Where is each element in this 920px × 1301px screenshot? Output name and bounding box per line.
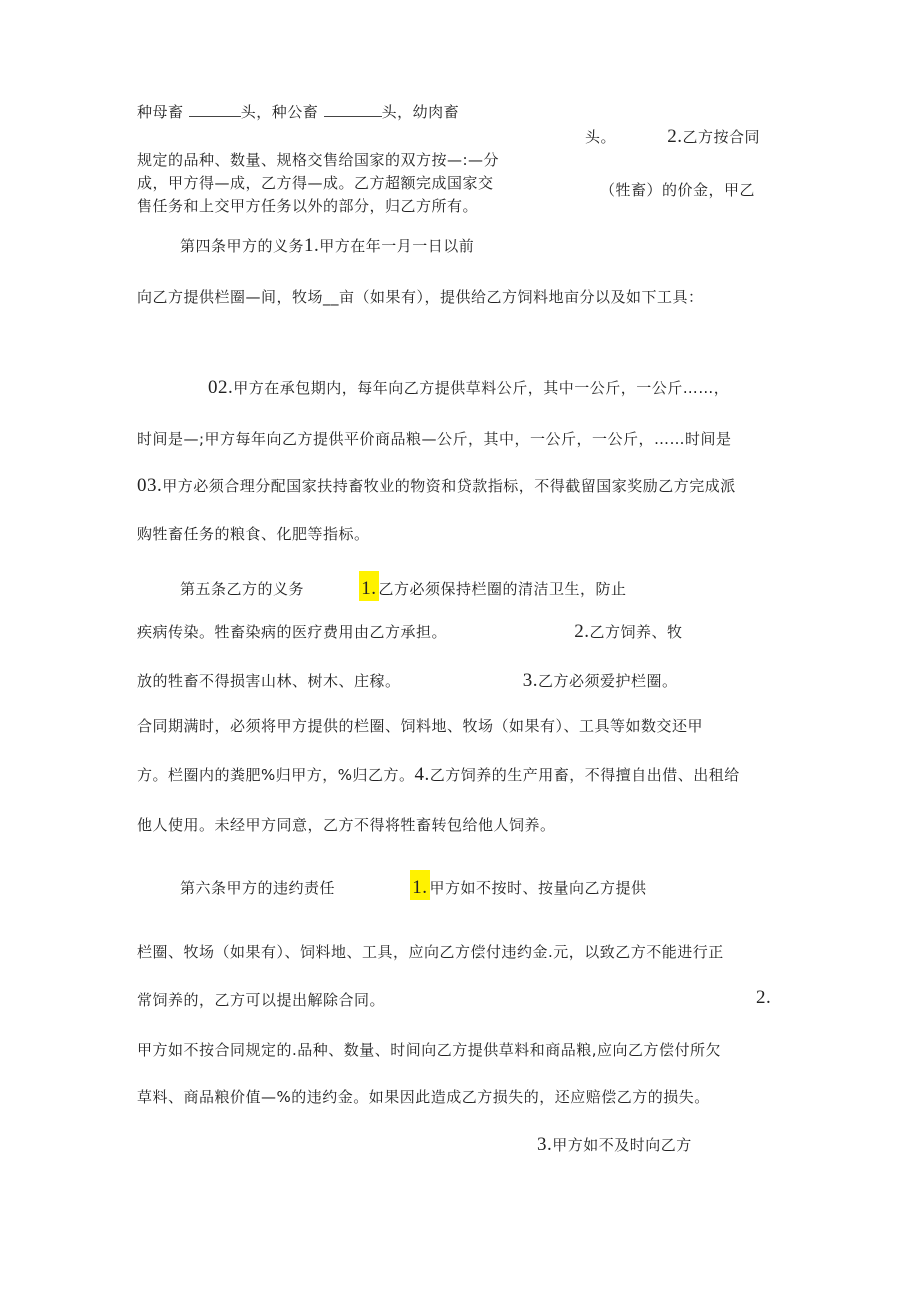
paragraph-line: 成，甲方得—成，乙方得—成。乙方超额完成国家交	[137, 174, 494, 192]
item-number: 03.	[137, 475, 163, 496]
blank-field	[189, 102, 241, 117]
right-col-line-2: （牲畜）的价金，甲乙	[600, 181, 756, 199]
item-number: 4.	[414, 764, 430, 785]
article-6-heading	[180, 870, 647, 900]
paragraph-line: 合同期满时，必须将甲方提供的栏圈、饲料地、牧场（如果有）、工具等如数交还甲	[137, 717, 704, 735]
blank-field	[324, 102, 382, 117]
paragraph-line	[137, 622, 683, 642]
text: 方。栏圈内的粪肥%归甲方，%归乙方。	[137, 766, 415, 784]
text: 放的牲畜不得损害山林、树木、庄稼。	[137, 672, 401, 690]
item-number: 3.	[522, 670, 539, 691]
text: 乙方必须爱护栏圈。	[538, 672, 678, 690]
paragraph-line: 规定的品种、数量、规格交售给国家的双方按—:—分	[137, 151, 500, 169]
paragraph-line	[208, 378, 729, 398]
item-number: 1.	[304, 235, 320, 256]
text: 甲方在承包期内，每年向乙方提供草料公斤，其中一公斤，一公斤……，	[233, 379, 730, 397]
text: 乙方饲养、牧	[589, 623, 683, 641]
text: 甲方如不及时向乙方	[552, 1136, 692, 1154]
text: 乙方饲养的生产用畜，不得擅自出借、出租给	[429, 766, 740, 784]
text: 头，幼肉畜	[381, 103, 460, 121]
paragraph-line: 向乙方提供栏圈—间，牧场__亩（如果有），提供给乙方饲料地亩分以及如下工具：	[137, 288, 704, 306]
highlighted-item-number: 1.	[359, 571, 378, 601]
paragraph-line: 常饲养的，乙方可以提出解除合同。	[137, 991, 386, 1009]
paragraph-line: 购牲畜任务的粮食、化肥等指标。	[137, 525, 370, 543]
article-4-heading	[180, 236, 474, 256]
article-title: 第四条甲方的义务	[180, 237, 305, 255]
paragraph-line	[137, 765, 740, 785]
text: 头，种公畜	[240, 103, 319, 121]
highlighted-item-number: 1.	[410, 870, 429, 900]
text: 甲方如不按时、按量向乙方提供	[429, 879, 647, 897]
item-number: 3.	[537, 1134, 553, 1155]
text: 甲方必须合理分配国家扶持畜牧业的物资和贷款指标，不得截留国家奖励乙方完成派	[162, 477, 736, 495]
paragraph-line: 草料、商品粮价值—%的违约金。如果因此造成乙方损失的，还应赔偿乙方的损失。	[137, 1088, 710, 1106]
paragraph-line	[537, 1135, 692, 1155]
text: 种母畜	[137, 103, 184, 121]
text: 乙方必须保持栏圈的清洁卫生，防止	[378, 580, 627, 598]
paragraph-line	[137, 476, 736, 496]
paragraph-line: 栏圈、牧场（如果有）、饲料地、工具，应向乙方偿付违约金.元，以致乙方不能进行正	[137, 943, 724, 961]
text: 甲方在年一月一日以前	[319, 237, 475, 255]
text: 乙方按合同	[682, 128, 761, 146]
paragraph-line: 甲方如不按合同规定的.品种、数量、时间向乙方提供草料和商品粮,应向乙方偿付所欠	[137, 1041, 722, 1059]
paragraph-line: 时间是—;甲方每年向乙方提供平价商品粮—公斤，其中，一公斤，一公斤，……时间是	[137, 430, 732, 448]
text: 疾病传染。牲畜染病的医疗费用由乙方承担。	[137, 623, 448, 641]
paragraph-line: 他人使用。未经甲方同意，乙方不得将牲畜转包给他人饲养。	[137, 816, 556, 834]
line-breeding-livestock	[137, 102, 459, 122]
article-5-heading	[180, 571, 627, 601]
item-number: 02.	[208, 377, 234, 398]
item-number: 2.	[574, 621, 590, 642]
item-number: 2.	[667, 126, 683, 147]
right-col-line-1	[585, 127, 760, 147]
paragraph-line: 售任务和上交甲方任务以外的部分，归乙方所有。	[137, 197, 479, 215]
item-number: 2.	[756, 987, 772, 1008]
article-title: 第六条甲方的违约责任	[180, 879, 336, 897]
paragraph-line	[137, 671, 678, 691]
article-title: 第五条乙方的义务	[180, 580, 305, 598]
text: 头。	[585, 128, 617, 146]
